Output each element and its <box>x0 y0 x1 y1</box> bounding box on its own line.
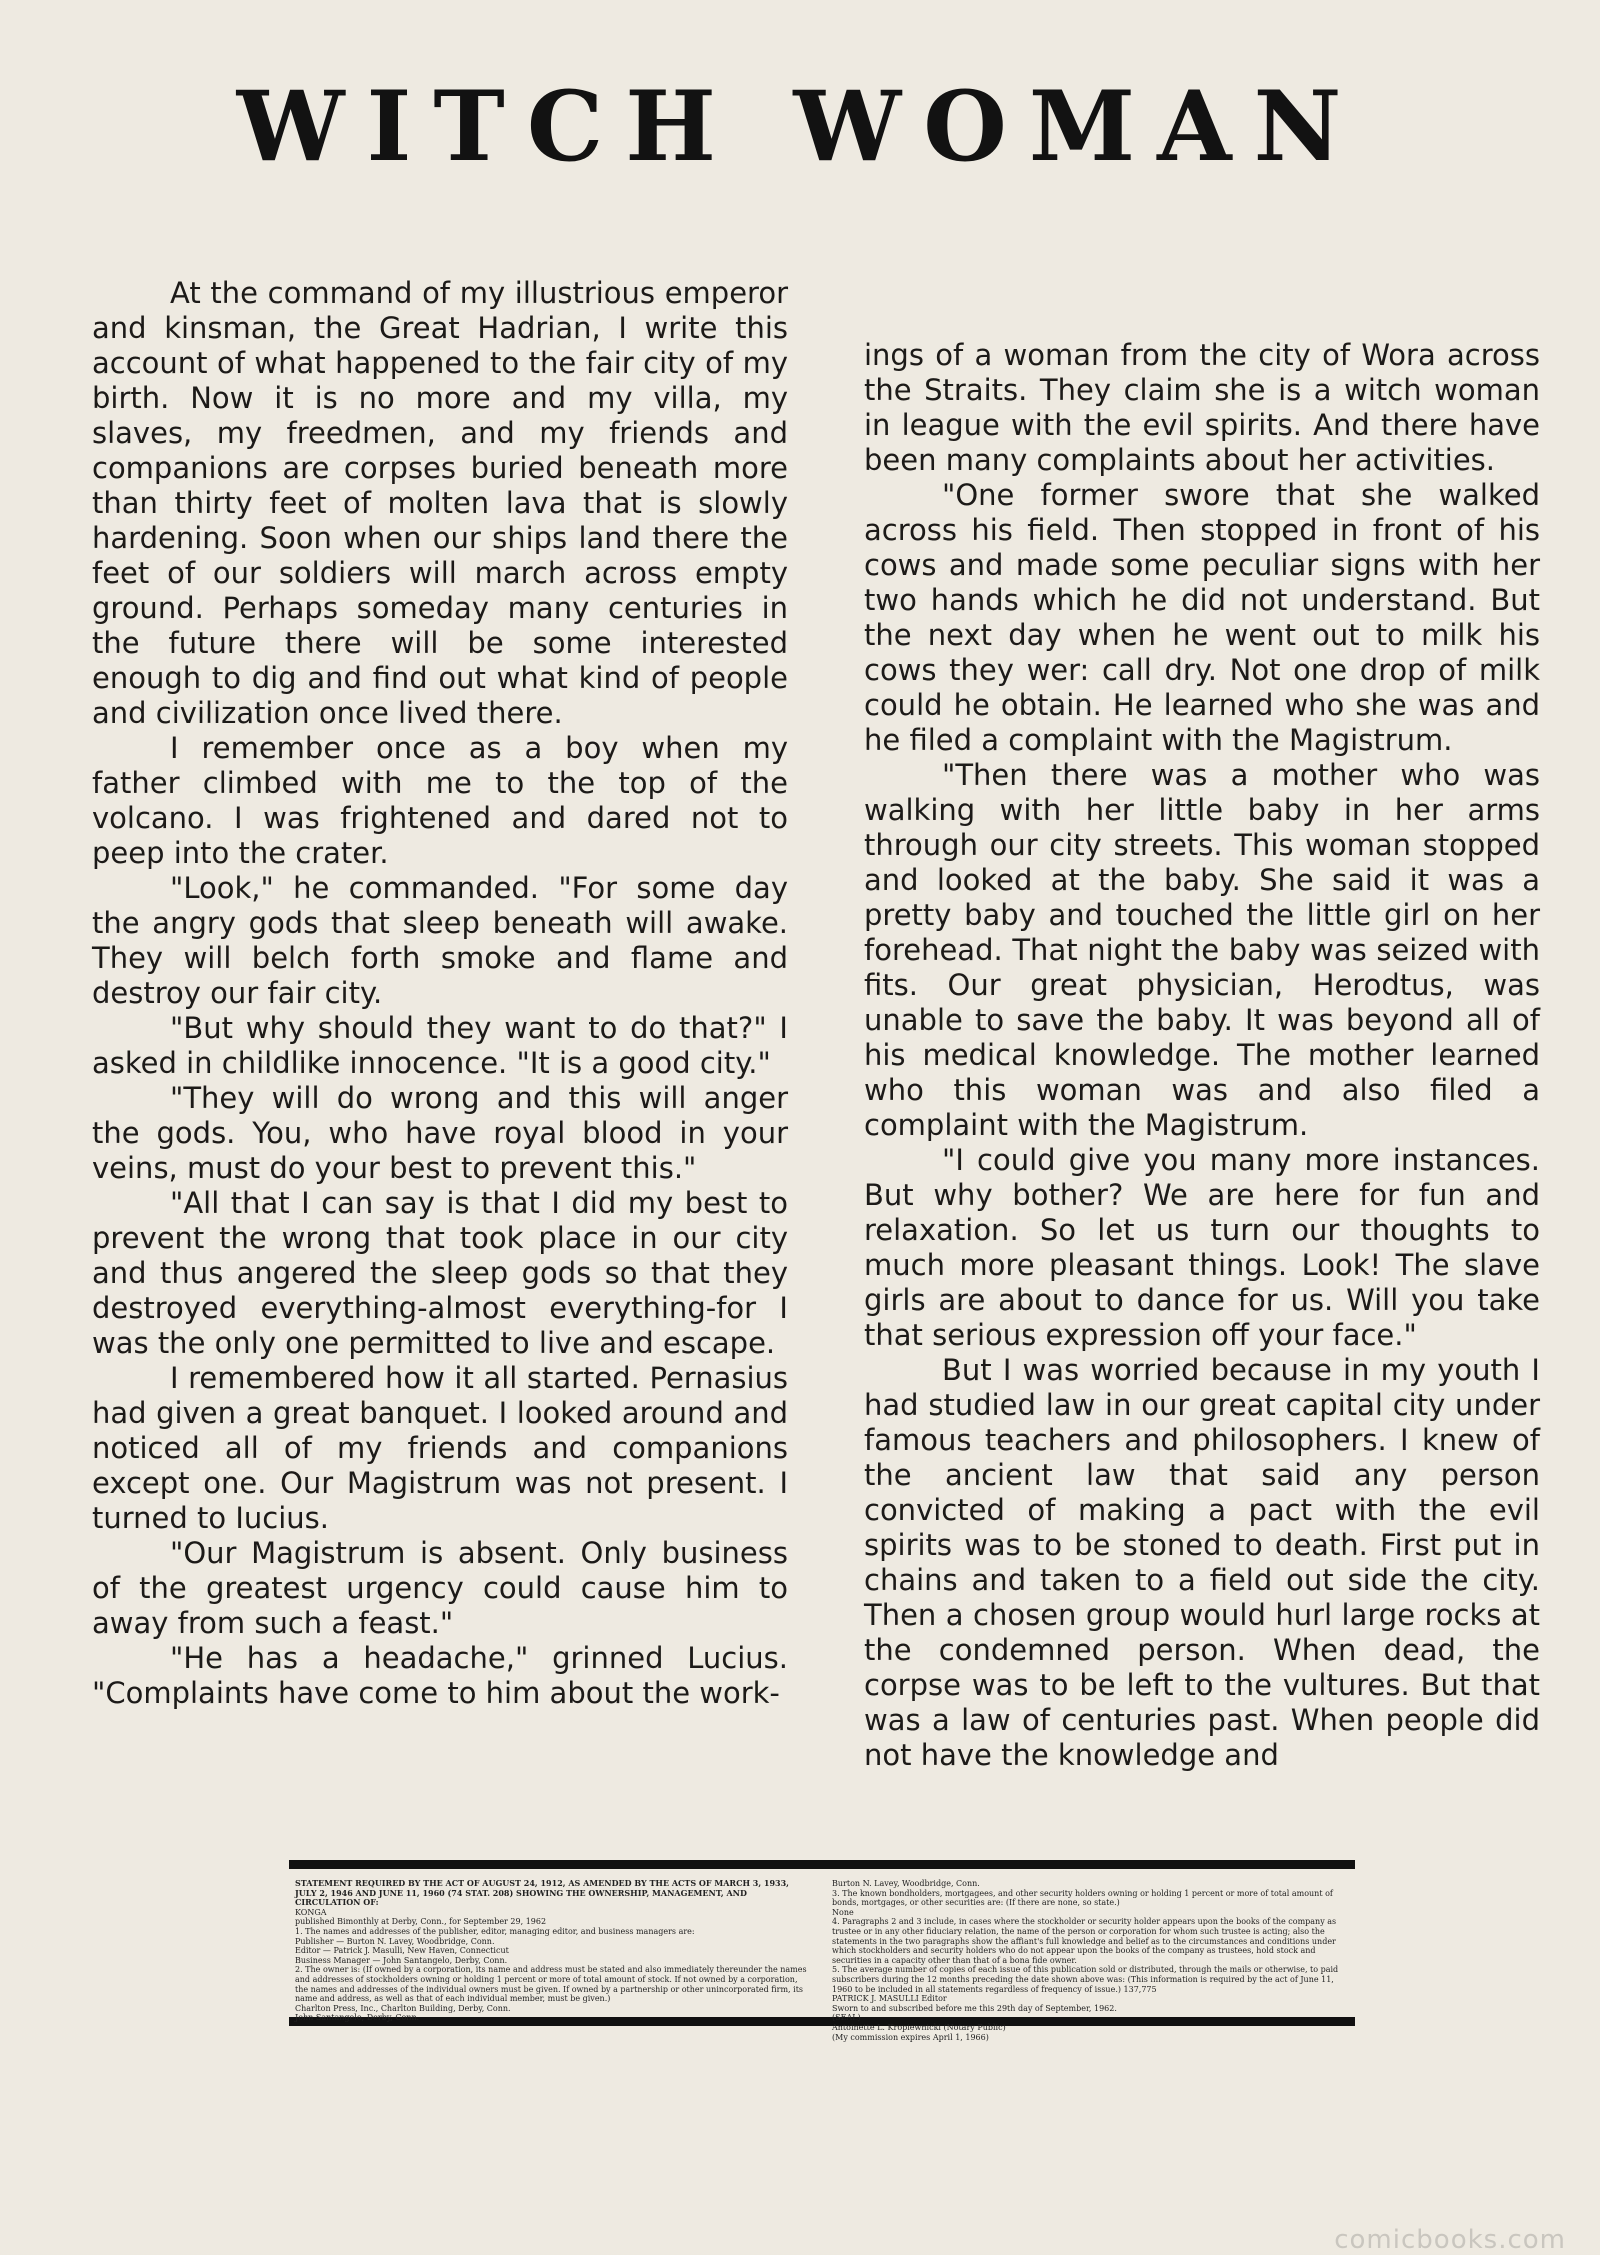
statement-owner: Burton N. Lavey, Woodbridge, Conn. <box>832 1879 980 1888</box>
paragraph: I remember once as a boy when my father climbed with me to the top of the volcano. I was frightened and dared not to peep into the crater. <box>92 731 788 870</box>
statement-left-column <box>295 1878 812 2023</box>
statement-owner: John Santangelo, Derby, Conn. <box>295 2013 420 2023</box>
statement-none: None <box>832 1907 854 1917</box>
paragraph: "Then there was a mother who was walking with her little baby in her arms through our city streets. This woman stopped and looked at the baby. She said it was a pretty baby and touched the little girl on her forehead. That night the baby was seized with fits. Our great physician, Herodtus, was unable to save the baby. It was beyond all of his medical knowledge. The mother learned who this woman was and also filed a complaint with the Magistrum. <box>864 758 1540 1142</box>
statement-signature: PATRICK J. MASULLI Editor <box>832 1994 947 2004</box>
statement-notary: Antoinette L. Kropiewnicki (Notary Public) <box>832 2022 1006 2032</box>
paragraph: I remembered how it all started. Pernasius had given a great banquet. I looked around and noticed all of my friends and companions except one. Our Magistrum was not present. I turned to Iucius. <box>92 1361 788 1535</box>
paragraph: "Look," he commanded. "For some day the angry gods that sleep beneath will awake. They will belch forth smoke and flame and destroy our fair city. <box>92 871 788 1010</box>
statement-owner: Charlton Press, Inc., Charlton Building, Derby, Conn. <box>295 2003 511 2013</box>
statement-item: 5. The average number of copies of each issue of this publication sold or distributed, through the mails or otherwise, to paid subscribers during the 12 months preceding the date shown above was: (This information is required by the act of June 11, 1960 to be included in all statements regardless of frequency of issue.) 137,775 <box>832 1965 1339 1994</box>
paragraph: "I could give you many more instances. But why bother? We are here for fun and relaxation. So let us turn our thoughts to much more pleasant things. Look! The slave girls are about to dance for us. Will you take that serious expression off your face." <box>864 1143 1540 1352</box>
story-title: WITCH WOMAN <box>236 70 1364 183</box>
statement-heading: STATEMENT REQUIRED BY THE ACT OF AUGUST 24, 1912, AS AMENDED BY THE ACTS OF MARCH 3, 1933, JULY 2, 1946 AND JUNE 11, 1960 (74 STAT. 208) SHOWING THE OWNERSHIP, MANAGEMENT, AND CIRCULATION OF: <box>295 1878 789 1908</box>
statement-seal: (SEAL) <box>832 2013 861 2023</box>
statement-editor: Editor — Patrick J. Masulli, New Haven, Connecticut <box>295 1946 509 1956</box>
statement-business-manager: Business Manager — John Santangelo, Derby, Conn. <box>295 1955 508 1965</box>
paragraph: But I was worried because in my youth I had studied law in our great capital city under famous teachers and philosophers. I knew of the ancient law that said any person convicted of making a pact with the evil spirits was to be stoned to death. First put in chains and taken to a field out side the city. Then a chosen group would hurl large rocks at the condemned person. When dead, the corpse was to be left to the vultures. But that was a law of centuries past. When people did not have the knowledge and <box>864 1353 1540 1772</box>
right-text-column <box>864 338 1540 1773</box>
paragraph: At the command of my illustrious emperor and kinsman, the Great Hadrian, I write this account of what happened to the fair city of my birth. Now it is no more and my villa, my slaves, my freedmen, and my friends and companions are corpses buried beneath more than thirty feet of molten lava that is slowly hardening. Soon when our ships land there the feet of our soldiers will march across empty ground. Perhaps someday many centuries in the future there will be some interested enough to dig and find out what kind of people and civilization once lived there. <box>92 276 788 730</box>
statement-item: 3. The known bondholders, mortgagees, and other security holders owning or holding 1 percent or more of total amount of bonds, mortgages, or other securities are: (If there are none, so state.) <box>832 1888 1333 1908</box>
ownership-statement-box <box>289 1860 1355 2042</box>
paragraph-continuation: ings of a woman from the city of Wora across the Straits. They claim she is a witch woman in league with the evil spirits. And there have been many complaints about her activities. <box>864 338 1540 477</box>
paragraph: "One former swore that she walked across his field. Then stopped in front of his cows and made some peculiar signs with her two hands which he did not understand. But the next day when he went out to milk his cows they wer: call dry. Not one drop of milk could he obtain. He learned who she was and he filed a complaint with the Magistrum. <box>864 478 1540 757</box>
paragraph: "But why should they want to do that?" I asked in childlike innocence. "It is a good city." <box>92 1011 788 1080</box>
statement-sworn: Sworn to and subscribed before me this 29th day of September, 1962. <box>832 2003 1117 2013</box>
paragraph: "He has a headache," grinned Lucius. "Complaints have come to him about the work- <box>92 1641 788 1710</box>
statement-publisher: Publisher — Burton N. Lavey, Woodbridge, Conn. <box>295 1936 495 1946</box>
paragraph: "All that I can say is that I did my best to prevent the wrong that took place in our city and thus angered the sleep gods so that they destroyed everything-almost everything-for I was the only one permitted to live and escape. <box>92 1186 788 1360</box>
statement-commission: (My commission expires April 1, 1966) <box>832 2032 989 2042</box>
statement-published: published Bimonthly at Derby, Conn., for September 29, 1962 <box>295 1917 547 1927</box>
statement-item: 2. The owner is: (If owned by a corporation, its name and address must be stated and also immediately thereunder the names and addresses of stockholders owning or holding 1 percent or more of total amount of stock. If not owned by a corporation, the names and addresses of the individual owners must be given. If owned by a partnership or other unincorporated firm, its name and address, as well as that of each individual member, must be given.) <box>295 1965 807 2004</box>
statement-right-column <box>832 1879 1349 2042</box>
statement-item: 1. The names and addresses of the publisher, editor, managing editor, and business managers are: <box>295 1926 695 1936</box>
paragraph: "Our Magistrum is absent. Only business of the greatest urgency could cause him to away from such a feast." <box>92 1536 788 1640</box>
paragraph: "They will do wrong and this will anger the gods. You, who have royal blood in your veins, must do your best to prevent this." <box>92 1081 788 1185</box>
statement-publication: KONGA <box>295 1907 327 1917</box>
left-text-column <box>92 276 788 1711</box>
statement-item: 4. Paragraphs 2 and 3 include, in cases where the stockholder or security holder appears upon the books of the company as trustee or in any other fiduciary relation, the name of the person or corporation for whom such trustee is acting; also the statements in the two paragraphs show the affiant's full knowledge and belief as to the circumstances and conditions under which stockholders and security holders who do not appear upon the books of the company as trustees, hold stock and securities in a capacity other than that of a bona fide owner. <box>832 1917 1337 1965</box>
site-watermark: comicbooks.com <box>1334 2225 1566 2255</box>
